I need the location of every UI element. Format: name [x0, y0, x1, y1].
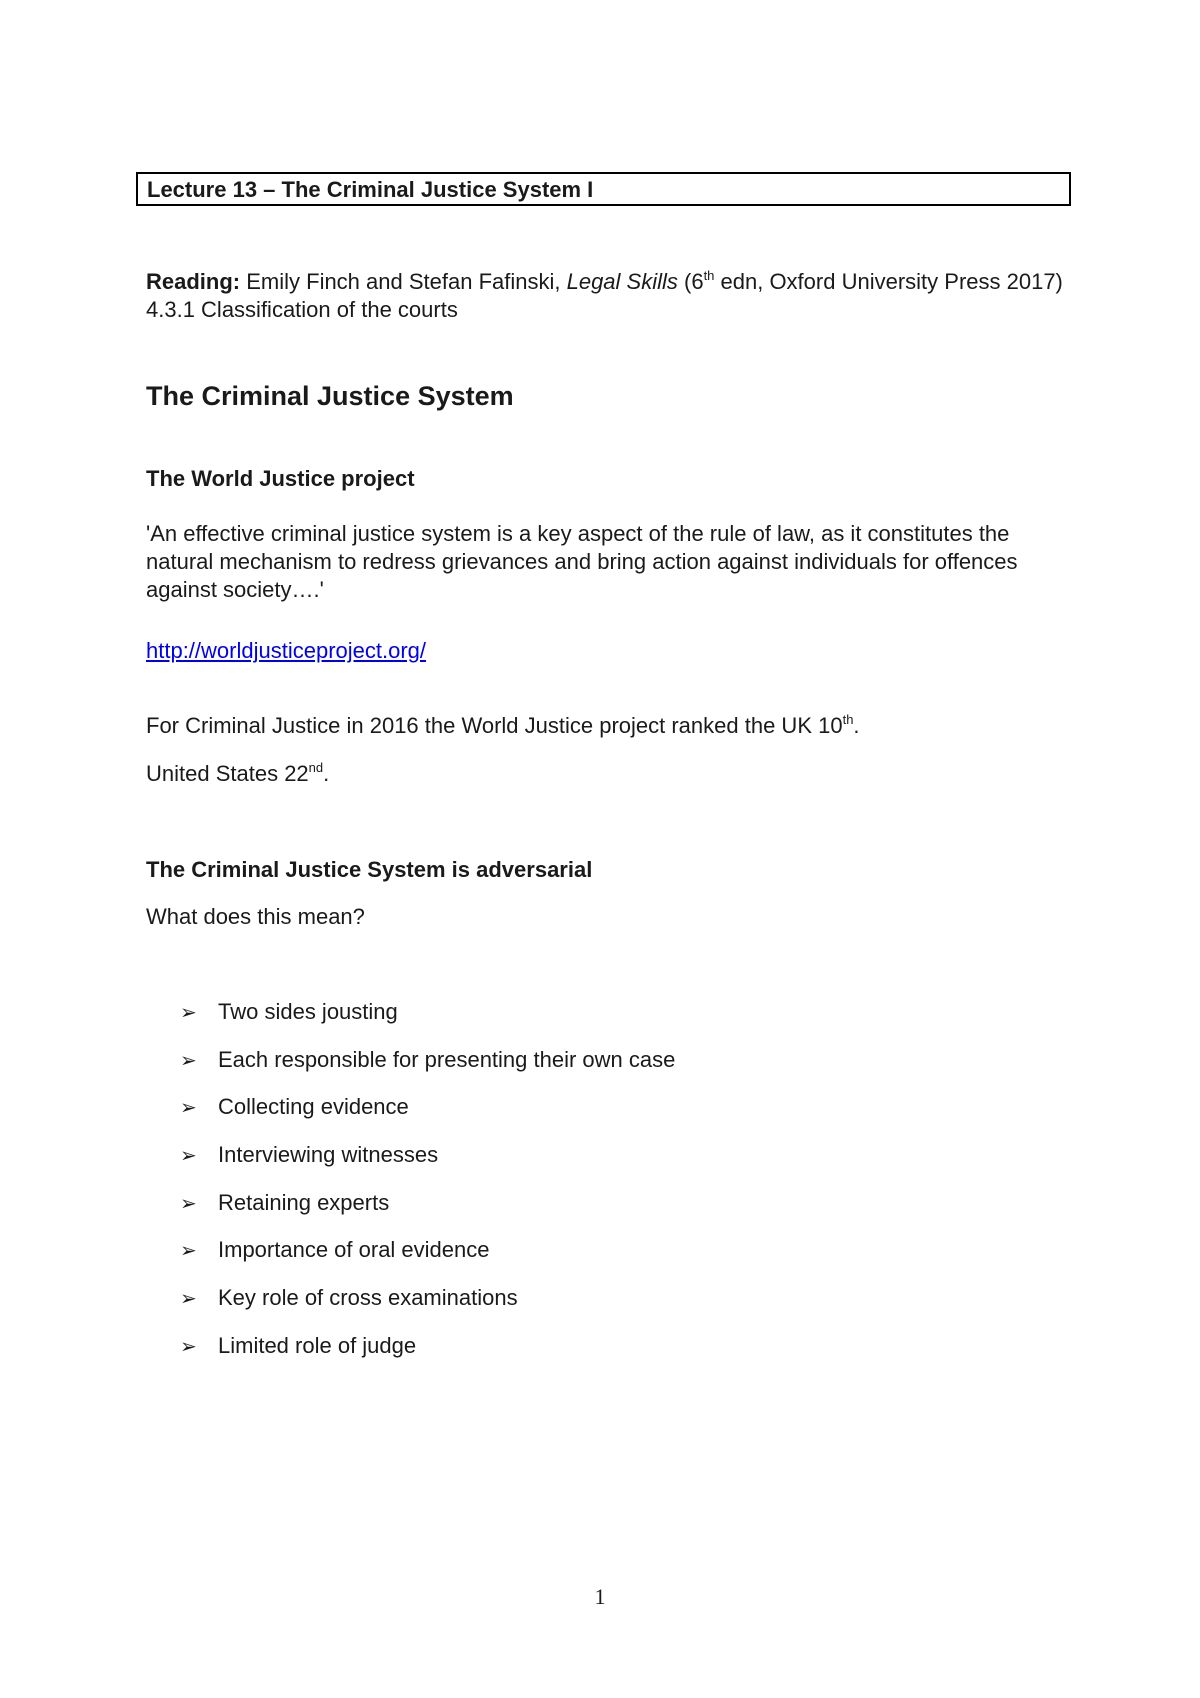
list-item: ➢ Two sides jousting [180, 998, 675, 1046]
page-number: 1 [594, 1584, 606, 1609]
adversarial-question: What does this mean? [146, 904, 365, 929]
list-item: ➢ Interviewing witnesses [180, 1141, 675, 1189]
arrow-bullet-icon: ➢ [180, 1097, 197, 1120]
lecture-title: Lecture 13 – The Criminal Justice System I [136, 172, 1071, 206]
adversarial-list [180, 998, 675, 1380]
ranking-uk-sup: th [842, 711, 854, 727]
arrow-bullet-icon: ➢ [180, 1145, 197, 1168]
list-item: ➢ Collecting evidence [180, 1093, 675, 1141]
arrow-bullet-icon: ➢ [180, 1288, 197, 1311]
reading-label: Reading: [146, 269, 241, 294]
reading-edition: (6 [677, 269, 704, 294]
reading-authors: Emily Finch and Stefan Fafinski, [240, 269, 567, 294]
ranking-us-sup: nd [308, 759, 324, 775]
arrow-bullet-icon: ➢ [180, 1002, 197, 1024]
list-item: ➢ Each responsible for presenting their own case [180, 1046, 675, 1094]
world-justice-quote: 'An effective criminal justice system is a key aspect of the rule of law, as it constitutes the natural mechanism to redress grievances and bring action against individuals for offences against society….' [146, 521, 1018, 602]
arrow-bullet-icon: ➢ [180, 1049, 197, 1072]
adversarial-heading: The Criminal Justice System is adversarial [146, 857, 593, 882]
list-item: ➢ Importance of oral evidence [180, 1236, 675, 1284]
list-item: ➢ Key role of cross examinations [180, 1284, 675, 1332]
list-item: ➢ Retaining experts [180, 1189, 675, 1237]
reading-edition-sup: th [703, 267, 715, 283]
reading-reference [146, 268, 1066, 324]
arrow-bullet-icon: ➢ [180, 1335, 197, 1358]
reading-book-title: Legal Skills [566, 269, 678, 294]
ranking-uk-period: . [853, 713, 860, 738]
ranking-uk [146, 712, 1066, 740]
section-heading: The Criminal Justice System [146, 381, 514, 411]
ranking-us-period: . [323, 761, 330, 786]
arrow-bullet-icon: ➢ [180, 1240, 197, 1263]
world-justice-link-line [146, 637, 1066, 665]
ranking-us [146, 760, 1066, 788]
ranking-uk-text: For Criminal Justice in 2016 the World Justice project ranked the UK 10 [146, 713, 843, 738]
reading-details: edn, Oxford University Press 2017) 4.3.1 Classification of the courts [146, 269, 1063, 322]
ranking-us-text: United States 22 [146, 761, 309, 786]
arrow-bullet-icon: ➢ [180, 1192, 197, 1215]
world-justice-heading: The World Justice project [146, 466, 415, 491]
world-justice-link[interactable]: http://worldjusticeproject.org/ [146, 638, 427, 663]
list-item: ➢ Limited role of judge [180, 1332, 675, 1380]
